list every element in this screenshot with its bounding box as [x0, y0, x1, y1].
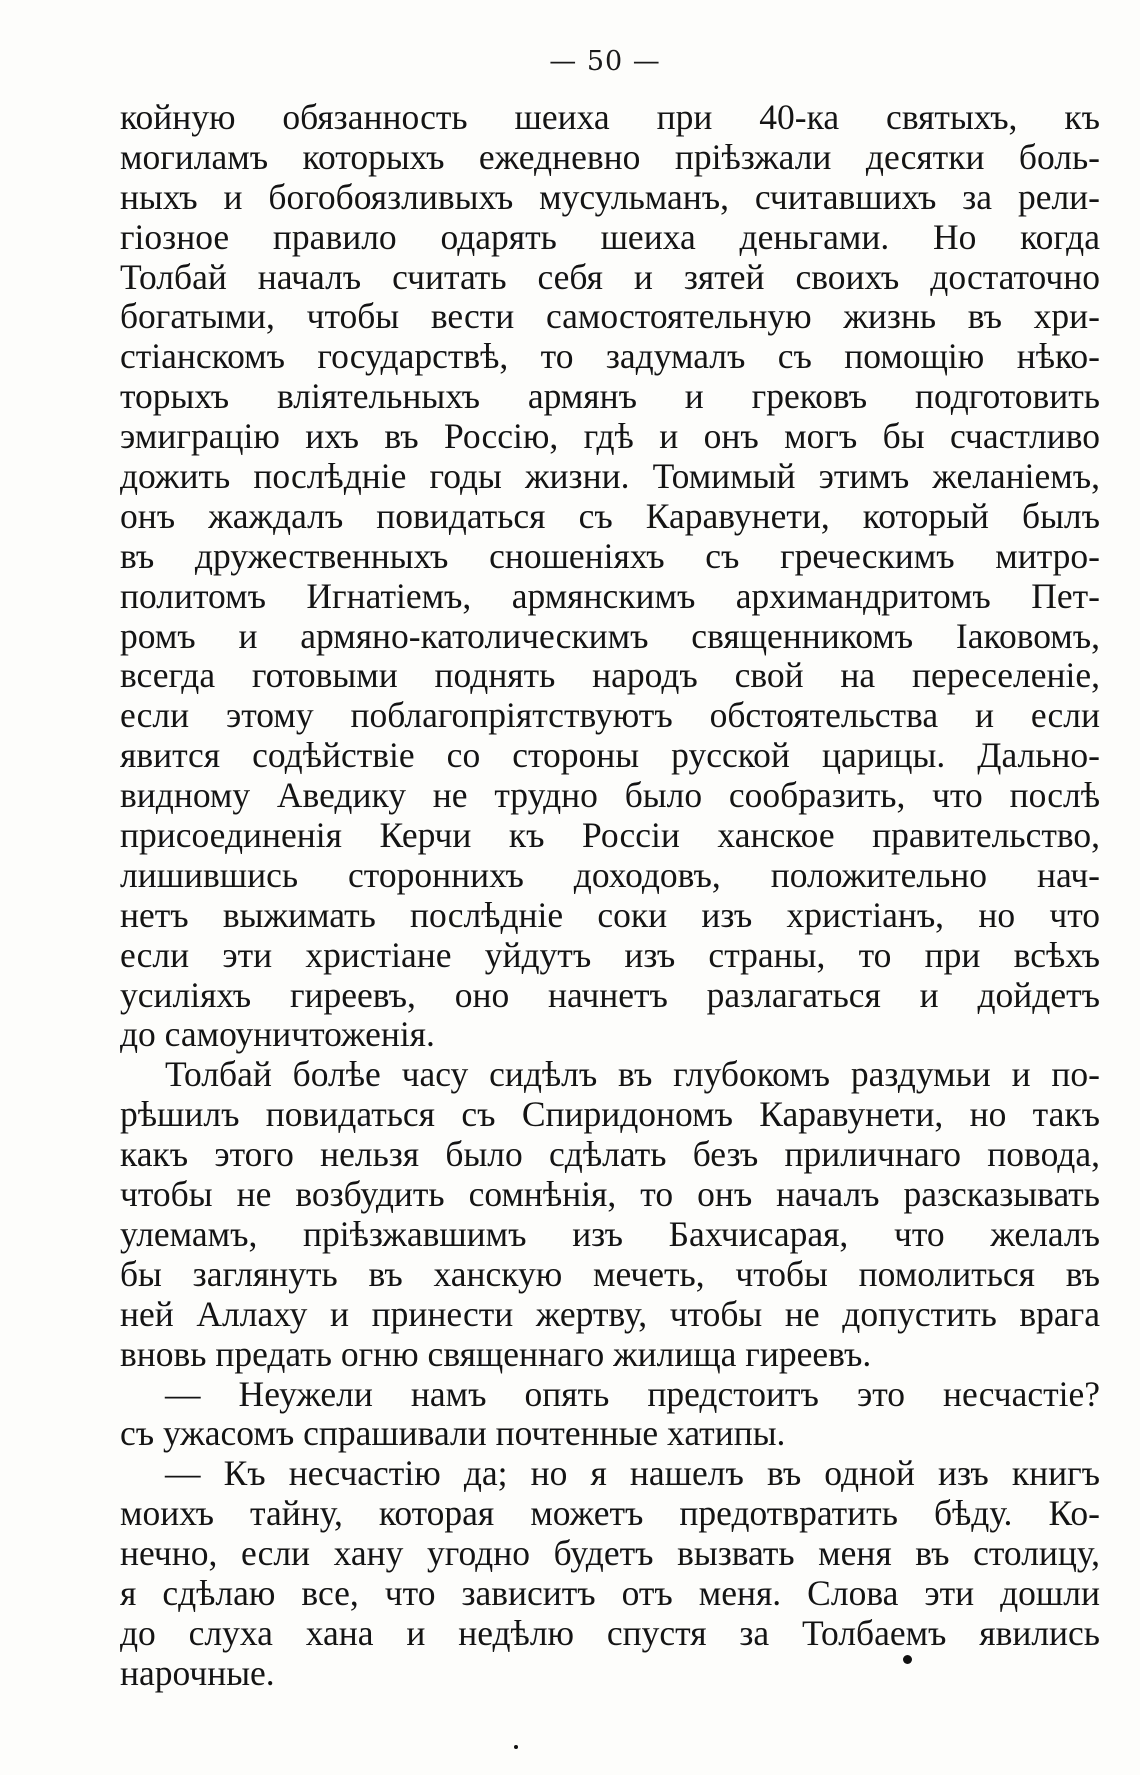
page-number: — 50 —	[549, 46, 661, 77]
text-line: могиламъ которыхъ ежедневно прiѣзжали десятки боль-	[120, 136, 1100, 177]
text-line: политомъ Игнатiемъ, армянскимъ архимандритомъ Пет-	[120, 575, 1100, 616]
text-line: явится содѣйствiе со стороны русской царицы. Дально-	[120, 735, 1100, 776]
text-line: присоединенiя Керчи къ Россiи ханское правительство,	[120, 815, 1100, 856]
text-line: рѣшилъ повидаться съ Спиридономъ Каравунети, но такъ	[120, 1094, 1100, 1135]
text-line: въ дружественныхъ сношенiяхъ съ греческимъ митро-	[120, 535, 1100, 576]
text-line: нечно, если хану угодно будетъ вызвать меня въ столицу,	[120, 1533, 1100, 1574]
text-line: моихъ тайну, которая можетъ предотвратить бѣду. Ко-	[120, 1493, 1100, 1534]
text-line: — Къ несчастiю да; но я нашелъ въ одной изъ книгъ	[165, 1453, 1100, 1494]
text-line: бы заглянуть въ ханскую мечеть, чтобы помолиться въ	[120, 1253, 1100, 1294]
text-line: я сдѣлаю все, что зависитъ отъ меня. Слова эти дошли	[120, 1572, 1100, 1613]
text-line: нетъ выжимать послѣднiе соки изъ христiанъ, но что	[120, 894, 1100, 935]
text-line: усилiяхъ гиреевъ, оно начнетъ разлагаться и дойдетъ	[120, 974, 1100, 1015]
text-line: койную обязанность шеиха при 40-ка святыхъ, къ	[120, 97, 1100, 137]
text-line: Толбай началъ считать себя и зятей своихъ достаточно	[120, 256, 1100, 297]
page-text	[120, 98, 1100, 1694]
text-line: ромъ и армяно-католическимъ священникомъ Iаковомъ,	[120, 615, 1100, 656]
text-line: если эти христiане уйдутъ изъ страны, то при всѣхъ	[120, 934, 1100, 975]
text-line: гiозное правило одарять шеиха деньгами. Но когда	[120, 216, 1100, 257]
text-line: до самоуничтоженiя.	[120, 1014, 435, 1055]
text-line: до слуха хана и недѣлю спустя за Толбаемъ явились	[120, 1612, 1100, 1653]
text-line: эмиграцiю ихъ въ Россiю, гдѣ и онъ могъ бы счастливо	[120, 416, 1100, 457]
text-line: чтобы не возбудить сомнѣнiя, то онъ началъ разсказывать	[120, 1174, 1100, 1215]
ink-speck	[514, 1745, 518, 1749]
text-line: если этому поблагопрiятствуютъ обстоятельства и если	[120, 695, 1100, 736]
text-line: — Неужели намъ опять предстоитъ это несчастiе?	[165, 1373, 1100, 1414]
text-line: улемамъ, прiѣзжавшимъ изъ Бахчисарая, что желалъ	[120, 1213, 1100, 1254]
text-line: какъ этого нельзя было сдѣлать безъ приличнаго повода,	[120, 1134, 1100, 1175]
text-line: онъ жаждалъ повидаться съ Каравунети, который былъ	[120, 495, 1100, 536]
text-line: вновь предать огню священнаго жилища гиреевъ.	[120, 1333, 872, 1374]
text-line: всегда готовыми поднять народъ свой на переселенiе,	[120, 655, 1100, 696]
text-line: Толбай болѣе часу сидѣлъ въ глубокомъ раздумьи и по-	[165, 1054, 1100, 1095]
text-line: ныхъ и богобоязливыхъ мусульманъ, считавшихъ за рели-	[120, 176, 1100, 217]
paragraph-3	[120, 1375, 1100, 1455]
text-line: дожить послѣднiе годы жизни. Томимый этимъ желанiемъ,	[120, 456, 1100, 497]
text-line: лишившись стороннихъ доходовъ, положительно нач-	[120, 854, 1100, 895]
paragraph-2	[120, 1055, 1100, 1374]
ink-spot	[903, 1655, 912, 1664]
text-line: ней Аллаху и принести жертву, чтобы не допустить врага	[120, 1293, 1100, 1334]
text-line: стiанскомъ государствѣ, то задумалъ съ помощiю нѣко-	[120, 336, 1100, 377]
text-line: нарочные.	[120, 1652, 275, 1693]
text-line: торыхъ влiятельныхъ армянъ и грековъ подготовить	[120, 376, 1100, 417]
text-line: съ ужасомъ спрашивали почтенные хатипы.	[120, 1413, 786, 1454]
paragraph-1	[120, 98, 1100, 1055]
text-line: богатыми, чтобы вести самостоятельную жизнь въ хри-	[120, 296, 1100, 337]
text-line: видному Аведику не трудно было сообразить, что послѣ	[120, 775, 1100, 816]
paragraph-4	[120, 1454, 1100, 1693]
